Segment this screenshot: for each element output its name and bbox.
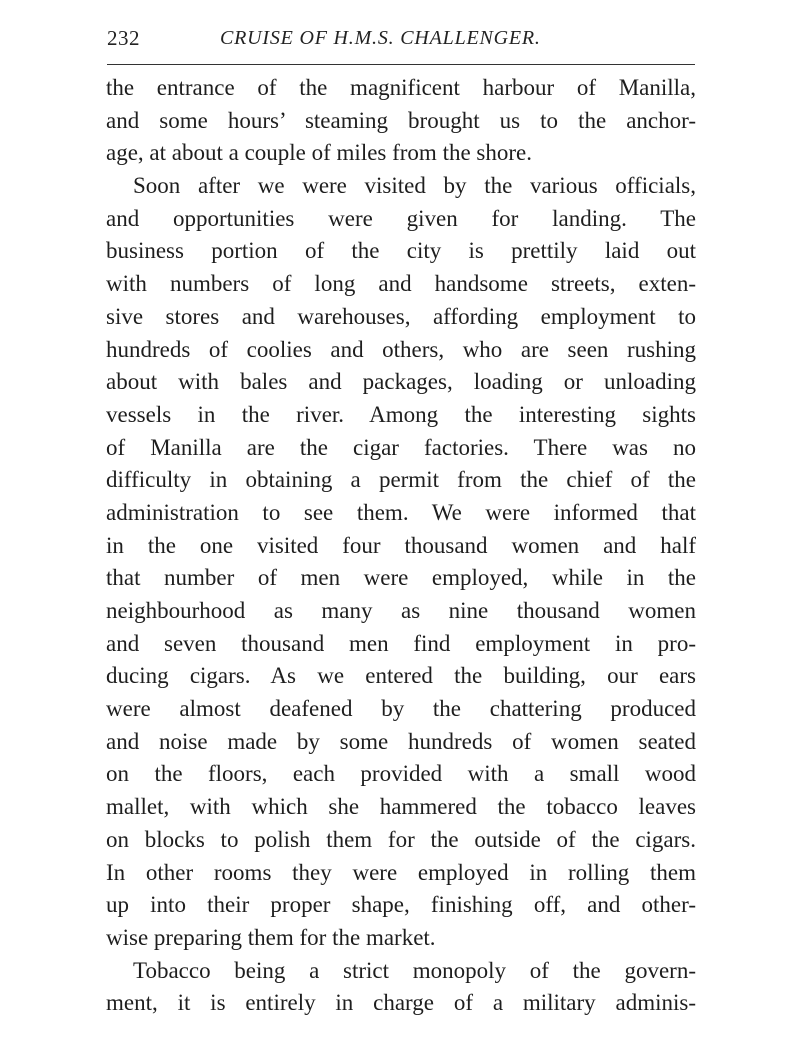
text-line: mallet, with which she hammered the tobacco leaves [106,794,696,820]
text-line: administration to see them. We were informed that [106,499,696,525]
body-text [106,72,696,1020]
text-line: and noise made by some hundreds of women seated [106,728,696,754]
text-line: of Manilla are the cigar factories. There was no [106,434,696,460]
text-line: wise preparing them for the market. [106,924,436,950]
text-line: in the one visited four thousand women and half [106,532,696,558]
text-line: hundreds of coolies and others, who are seen rushing [106,336,696,362]
text-line: ment, it is entirely in charge of a military adminis- [106,990,696,1016]
text-line: neighbourhood as many as nine thousand women [106,598,696,623]
text-line: up into their proper shape, finishing off, and other- [106,892,696,918]
text-line: difficulty in obtaining a permit from the chief of the [106,467,696,493]
text-line: were almost deafened by the chattering produced [106,696,696,722]
header-rule [107,64,695,65]
running-head [107,26,695,56]
text-line: vessels in the river. Among the interesting sights [106,401,696,427]
running-title: CRUISE OF H.M.S. CHALLENGER. [220,27,541,49]
text-line: on blocks to polish them for the outside of the cigars. [106,826,696,852]
text-line: Tobacco being a strict monopoly of the govern- [133,957,696,983]
text-line: business portion of the city is prettily laid out [106,238,696,264]
text-line: about with bales and packages, loading or unloading [106,369,696,395]
paragraph [106,170,696,955]
text-line: In other rooms they were employed in rolling them [106,859,696,885]
text-line: and seven thousand men find employment in pro- [106,630,696,656]
text-line: the entrance of the magnificent harbour of Manilla, [106,75,696,100]
text-line: age, at about a couple of miles from the shore. [106,140,532,166]
text-line: Soon after we were visited by the various officials, [133,173,696,199]
text-line: that number of men were employed, while in the [106,565,696,591]
text-line: and some hours’ steaming brought us to the anchor- [106,107,696,133]
paragraph [106,955,696,1020]
text-line: with numbers of long and handsome streets, exten- [106,271,696,297]
text-line: ducing cigars. As we entered the building, our ears [106,663,696,689]
text-line: sive stores and warehouses, affording employment to [106,303,696,329]
paragraph [106,72,696,170]
page-number: 232 [107,26,140,50]
text-line: on the floors, each provided with a small wood [106,761,696,787]
text-line: and opportunities were given for landing. The [106,205,696,231]
